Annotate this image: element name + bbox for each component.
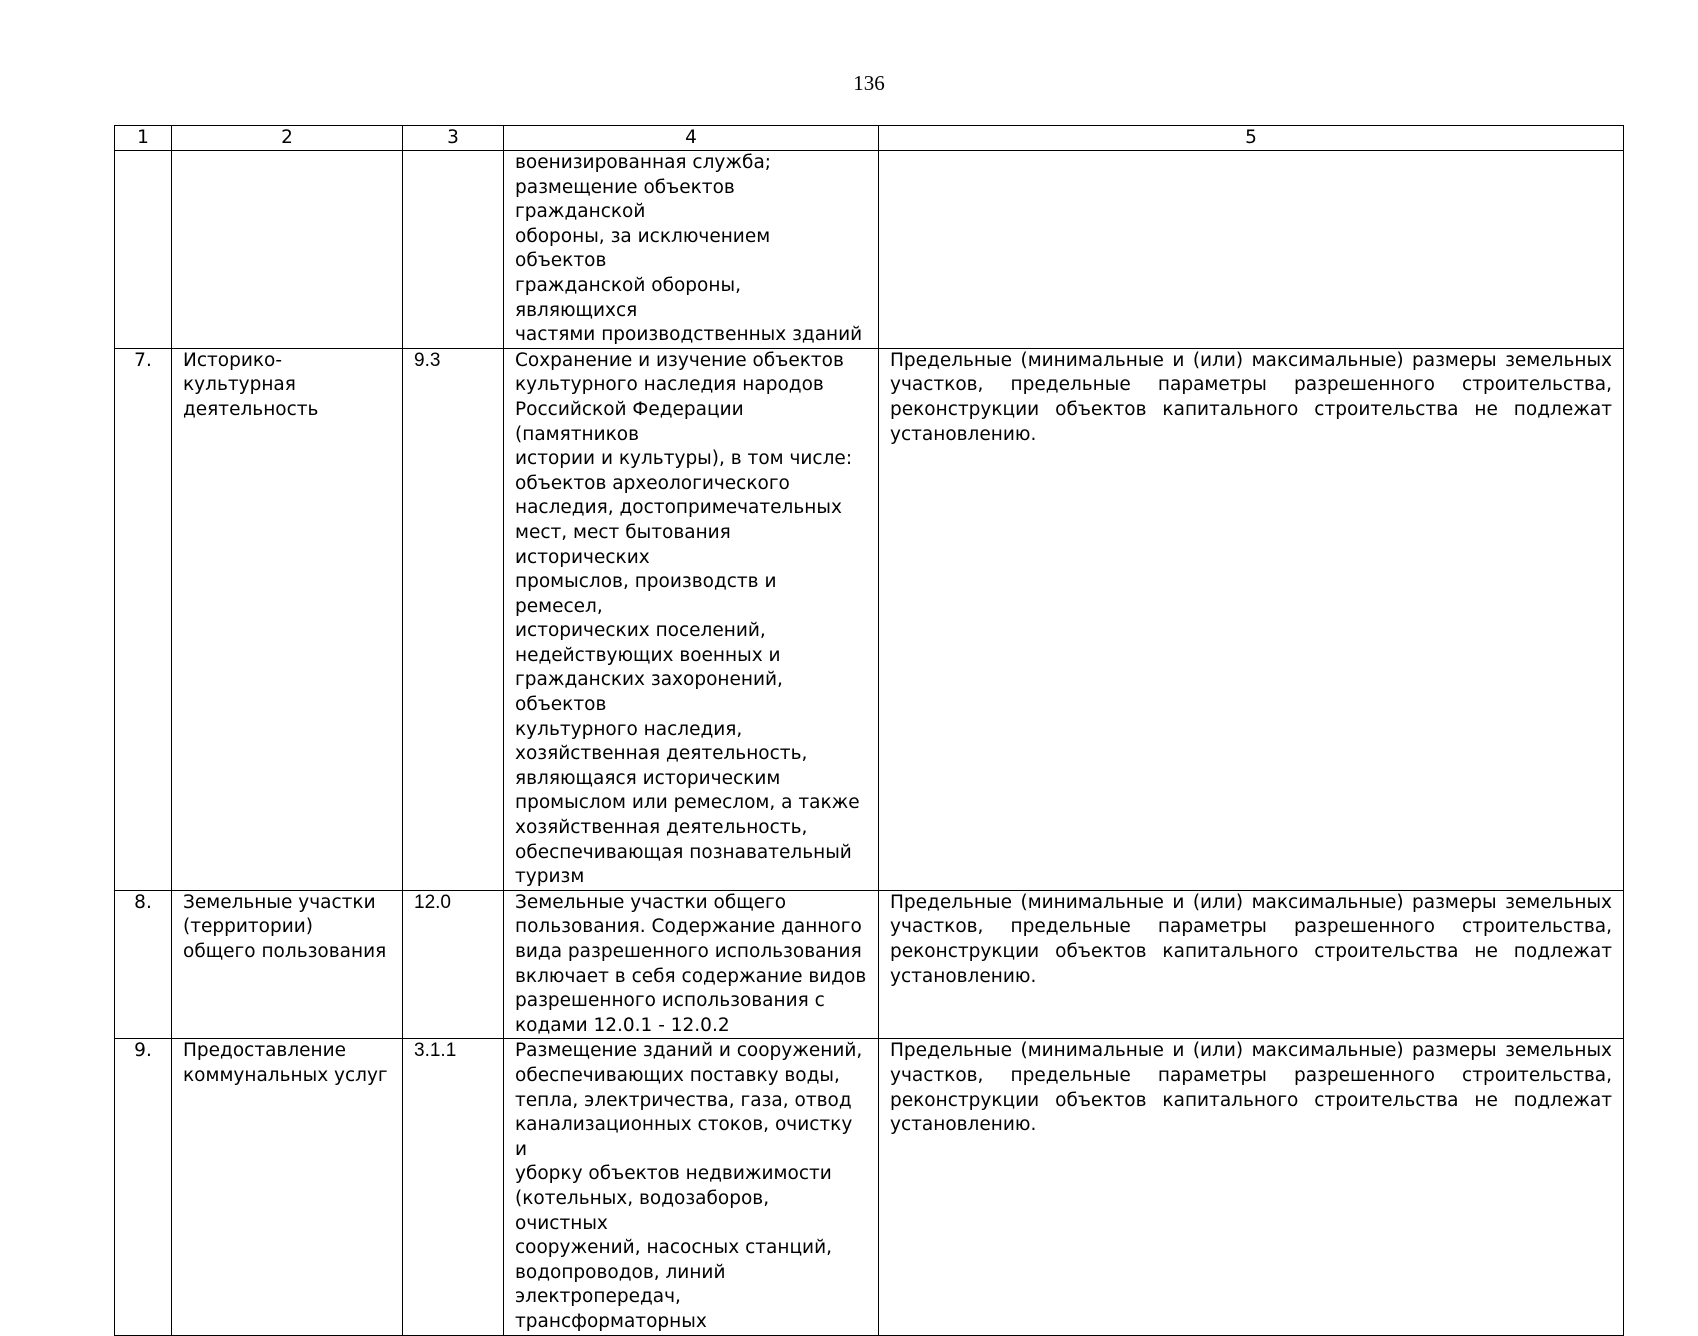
use-type-description: Размещение зданий и сооружений, обеспечивающих поставку воды, тепла, электричества, газа, отвод канализационных стоков, очистку и уборку объектов недвижимости (котельных, водозаборов, очистных сооружений, насосных станций, водопроводов, линий электропередач, трансформаторных <box>504 1039 879 1335</box>
column-header-5: 5 <box>879 126 1624 151</box>
column-header-4: 4 <box>504 126 879 151</box>
row-number: 7. <box>115 348 172 890</box>
limit-parameters: Предельные (минимальные и (или) максимальные) размеры земельных участков, предельные параметры разрешенного строительства, реконструкции объектов капитального строительства не подлежат установлению. <box>879 890 1624 1039</box>
table-row <box>115 890 1624 1039</box>
row-number: 8. <box>115 890 172 1039</box>
column-header-2: 2 <box>172 126 403 151</box>
use-type-code: 9.3 <box>403 348 504 890</box>
column-header-1: 1 <box>115 126 172 151</box>
column-header-3: 3 <box>403 126 504 151</box>
table-row-continuation <box>115 151 1624 349</box>
use-type-description: военизированная служба; размещение объектов гражданской обороны, за исключением объектов гражданской обороны, являющихся частями производственных зданий <box>504 151 879 349</box>
use-type-code: 12.0 <box>403 890 504 1039</box>
limit-parameters <box>879 151 1624 349</box>
table-row <box>115 348 1624 890</box>
use-type-name: Историко-культурная деятельность <box>172 348 403 890</box>
use-type-name: Предоставление коммунальных услуг <box>172 1039 403 1335</box>
page-number: 136 <box>853 71 885 95</box>
use-type-code: 3.1.1 <box>403 1039 504 1335</box>
use-type-name <box>172 151 403 349</box>
row-number <box>115 151 172 349</box>
limit-parameters: Предельные (минимальные и (или) максимальные) размеры земельных участков, предельные параметры разрешенного строительства, реконструкции объектов капитального строительства не подлежат установлению. <box>879 1039 1624 1335</box>
use-type-code <box>403 151 504 349</box>
table-row <box>115 1039 1624 1335</box>
limit-parameters: Предельные (минимальные и (или) максимальные) размеры земельных участков, предельные параметры разрешенного строительства, реконструкции объектов капитального строительства не подлежат установлению. <box>879 348 1624 890</box>
land-use-table <box>114 125 1624 1336</box>
use-type-name: Земельные участки (территории) общего пользования <box>172 890 403 1039</box>
row-number: 9. <box>115 1039 172 1335</box>
table-header-row <box>115 126 1624 151</box>
use-type-description: Земельные участки общего пользования. Содержание данного вида разрешенного использования включает в себя содержание видов разрешенного использования с кодами 12.0.1 - 12.0.2 <box>504 890 879 1039</box>
use-type-description: Сохранение и изучение объектов культурного наследия народов Российской Федерации (памятников истории и культуры), в том числе: объектов археологического наследия, достопримечательных мест, мест бытования исторических промыслов, производств и ремесел, исторических поселений, недействующих военных и гражданских захоронений, объектов культурного наследия, хозяйственная деятельность, являющаяся историческим промыслом или ремеслом, а также хозяйственная деятельность, обеспечивающая познавательный туризм <box>504 348 879 890</box>
